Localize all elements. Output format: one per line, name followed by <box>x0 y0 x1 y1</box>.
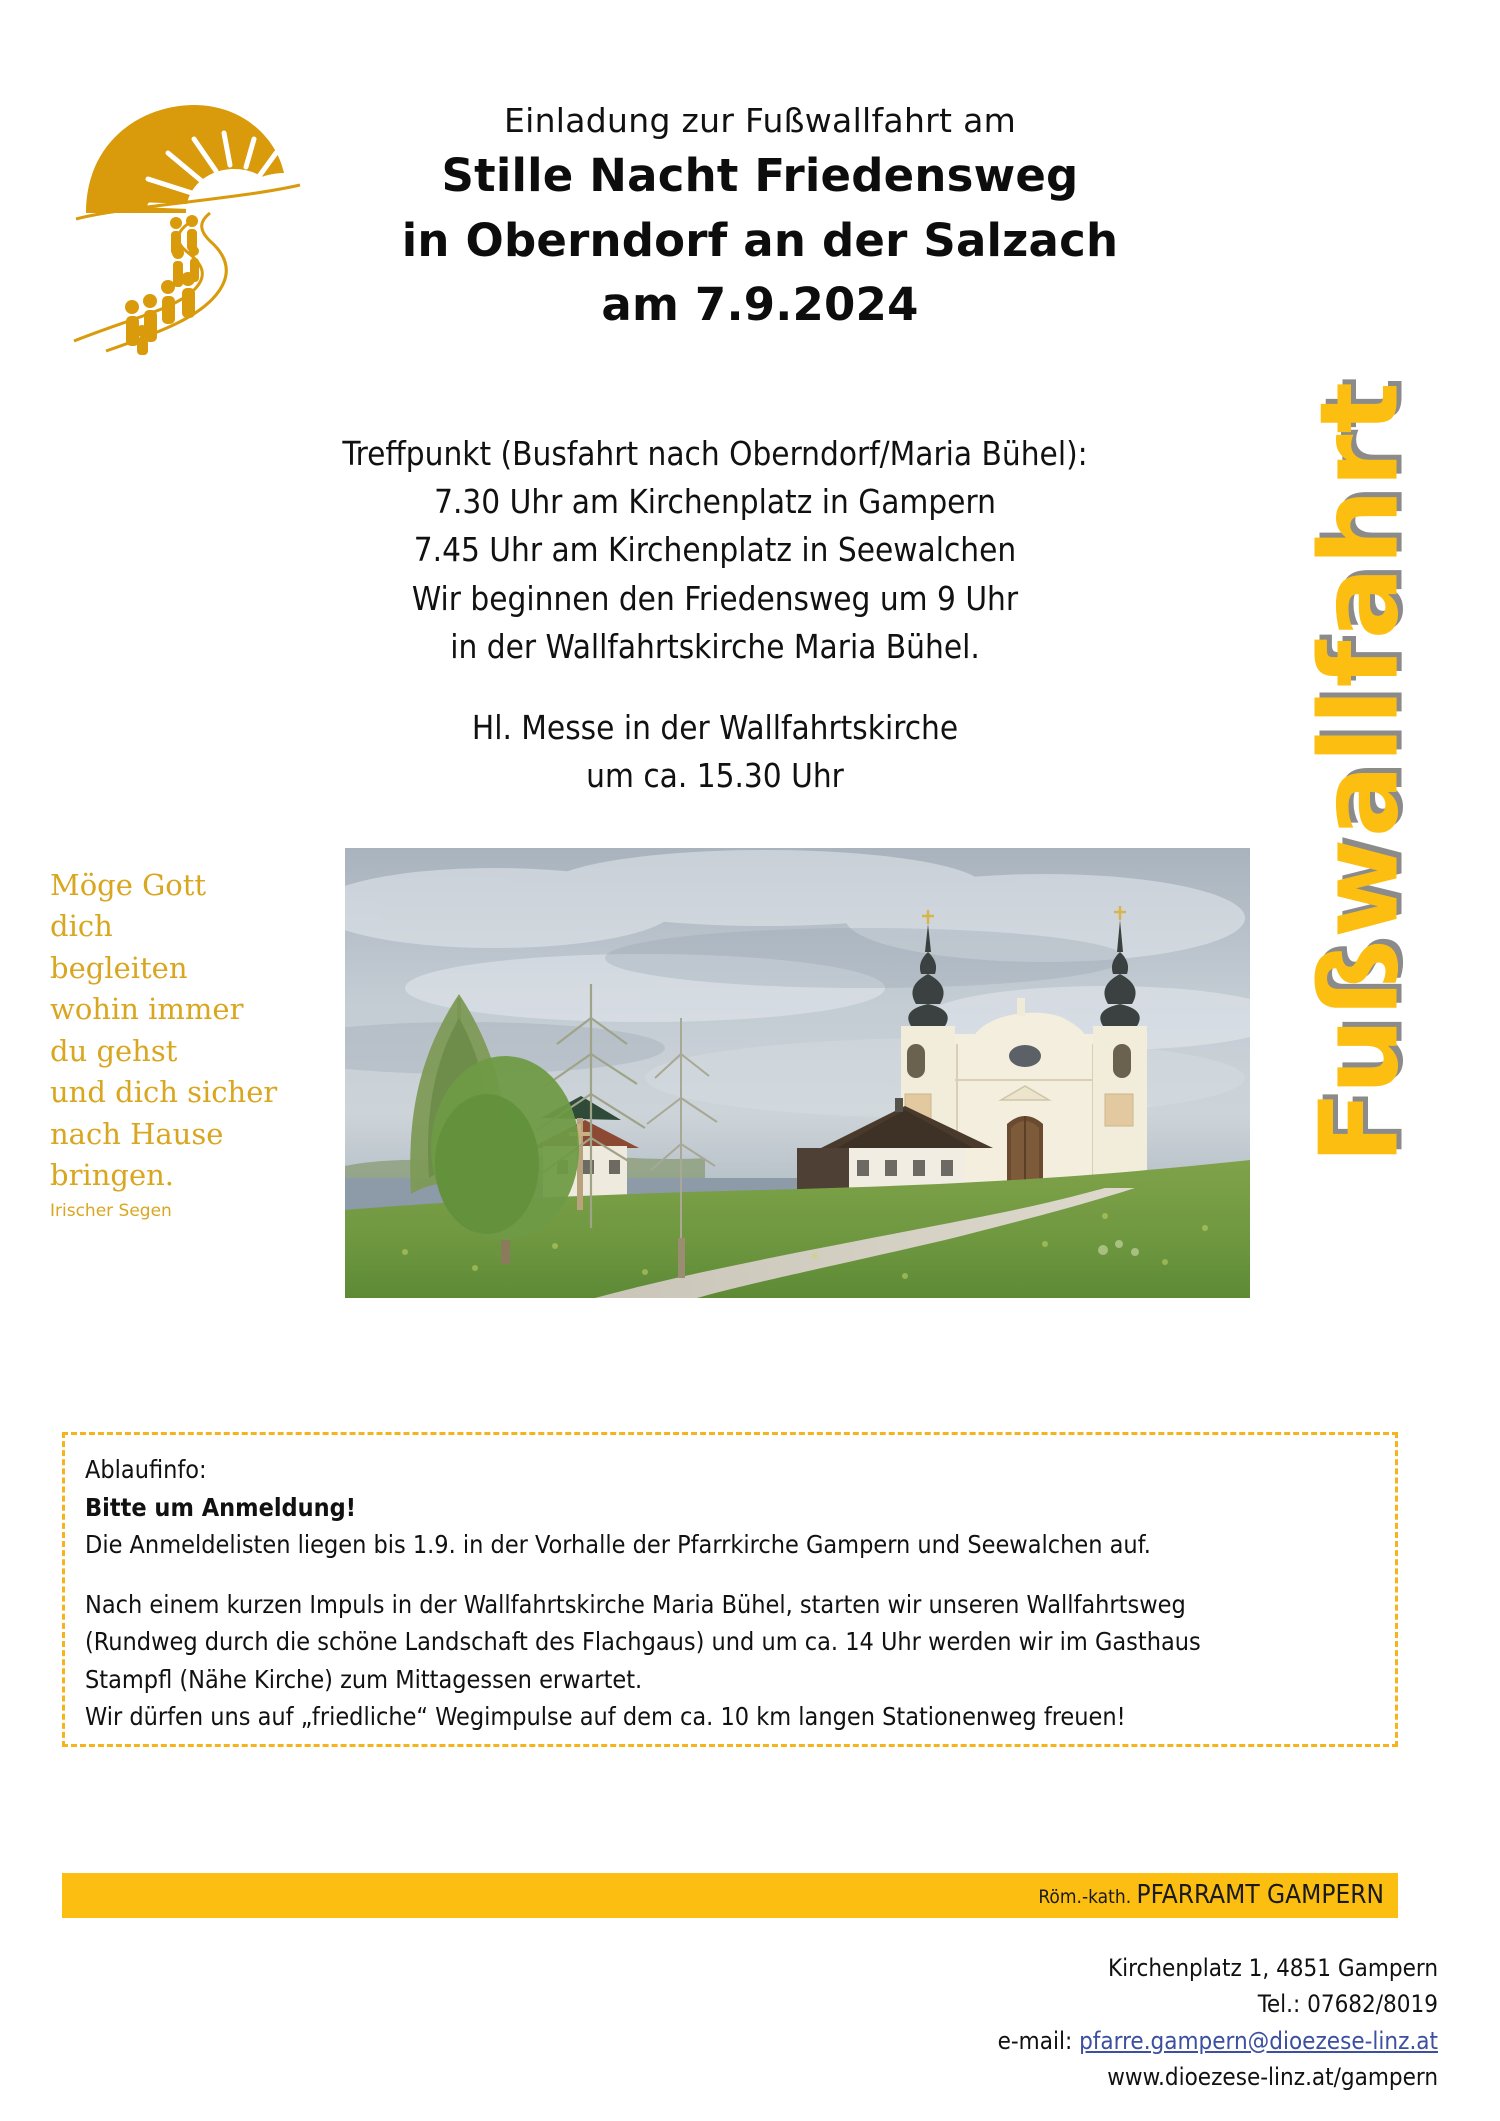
details-start-place: in der Wallfahrtskirche Maria Bühel. <box>450 626 980 666</box>
contact-email-row <box>538 2023 1438 2059</box>
infobox-line-2: Nach einem kurzen Impuls in der Wallfahrtskirche Maria Bühel, starten wir unseren Wallfahrtsweg <box>85 1589 1186 1619</box>
contact-phone: Tel.: 07682/8019 <box>1257 1990 1438 2019</box>
header-title-line2: in Oberndorf an der Salzach <box>401 213 1119 267</box>
vertical-banner-text: Fußwallfahrt <box>1297 380 1423 1165</box>
infobox-spacer <box>85 1564 1385 1586</box>
blessing-source: Irischer Segen <box>50 1200 172 1221</box>
details-mass-time: um ca. 15.30 Uhr <box>586 756 844 796</box>
pilgrimage-sun-path-logo <box>70 95 330 355</box>
event-details <box>215 430 1215 800</box>
infobox-registration-notice: Bitte um Anmeldung! <box>85 1492 357 1522</box>
infobox-line-3: (Rundweg durch die schöne Landschaft des Flachgaus) und um ca. 14 Uhr werden wir im Gasthaus <box>85 1627 1201 1656</box>
details-meeting-point: Treffpunkt (Busfahrt nach Oberndorf/Maria Bühel): <box>342 434 1088 473</box>
blessing-line-4: wohin immer <box>50 992 244 1027</box>
vertical-banner <box>1240 270 1480 1280</box>
blessing-line-2: dich <box>50 909 113 944</box>
contact-email-link[interactable]: pfarre.gampern@dioezese-linz.at <box>1079 2026 1438 2055</box>
infobox-line-4: Stampfl (Nähe Kirche) zum Mittagessen erwartet. <box>85 1664 643 1694</box>
blessing-line-3: begleiten <box>50 950 188 985</box>
blessing-line-8: bringen. <box>50 1158 175 1193</box>
church-photo <box>345 848 1250 1298</box>
schedule-info-text <box>85 1451 1385 1736</box>
blessing-line-1: Möge Gott <box>50 868 207 902</box>
blessing-line-6: und dich sicher <box>50 1075 278 1110</box>
header-title-line1: Stille Nacht Friedensweg <box>441 149 1079 203</box>
schedule-info-box <box>62 1432 1398 1747</box>
header-intro: Einladung zur Fußwallfahrt am <box>503 101 1017 140</box>
header-title-line3: am 7.9.2024 <box>601 278 919 332</box>
details-mass-place: Hl. Messe in der Wallfahrtskirche <box>471 707 959 747</box>
details-time-gampern: 7.30 Uhr am Kirchenplatz in Gampern <box>434 482 996 522</box>
blessing-line-5: du gehst <box>50 1033 178 1068</box>
blessing-line-7: nach Hause <box>50 1116 224 1151</box>
contact-address: Kirchenplatz 1, 4851 Gampern <box>1108 1954 1438 1982</box>
poster-header <box>330 100 1190 335</box>
footer-bar <box>62 1873 1398 1918</box>
contact-block <box>538 1950 1438 2096</box>
infobox-line-1: Die Anmeldelisten liegen bis 1.9. in der Vorhalle der Pfarrkirche Gampern und Seewalchen auf. <box>85 1530 1151 1559</box>
contact-email-label: e-mail: <box>997 2026 1080 2055</box>
footer-parish-office: PFARRAMT GAMPERN <box>1136 1880 1384 1910</box>
details-spacer <box>215 671 1215 704</box>
irish-blessing <box>50 865 305 1223</box>
details-start-time: Wir beginnen den Friedensweg um 9 Uhr <box>411 578 1019 618</box>
details-time-seewalchen: 7.45 Uhr am Kirchenplatz in Seewalchen <box>413 530 1017 570</box>
contact-website[interactable]: www.dioezese-linz.at/gampern <box>1107 2063 1438 2092</box>
footer-denomination: Röm.-kath. <box>1038 1886 1137 1908</box>
infobox-heading: Ablaufinfo: <box>85 1455 207 1484</box>
footer-bar-text <box>1038 1882 1384 1908</box>
infobox-line-5: Wir dürfen uns auf „friedliche“ Wegimpulse auf dem ca. 10 km langen Stationenweg freuen! <box>85 1702 1126 1731</box>
